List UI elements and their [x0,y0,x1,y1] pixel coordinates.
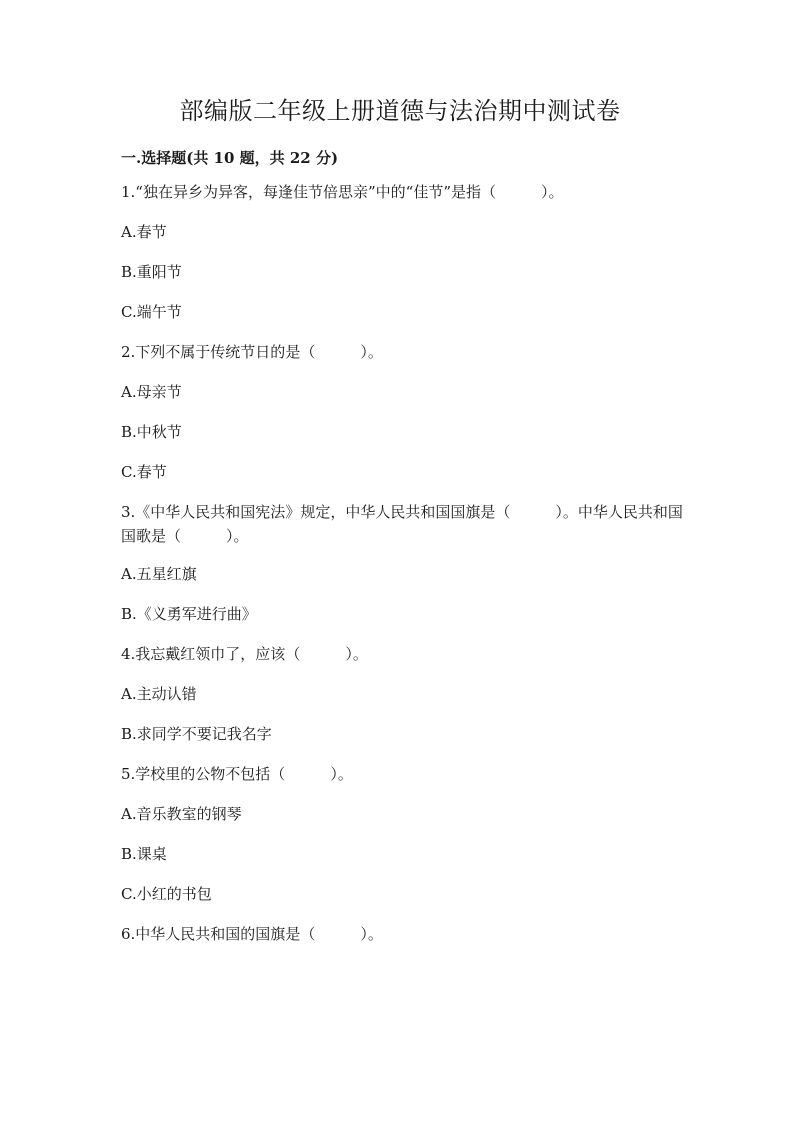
question-4 [121,642,686,746]
question-1 [121,180,686,324]
question-text: 3.《中华人民共和国宪法》规定，中华人民共和国国旗是（ ）。中华人民共和国国歌是（ ）。 [121,503,683,545]
option-c: C.春节 [121,463,167,481]
question-text: 6.中华人民共和国的国旗是（ ）。 [121,925,383,943]
option-b: B.《义勇军进行曲》 [121,605,257,623]
question-6 [121,922,686,946]
option-a: A.五星红旗 [121,565,197,583]
question-5 [121,762,686,906]
option-a: A.春节 [121,223,167,241]
section-heading: 一.选择题(共 10 题，共 22 分) [121,149,339,167]
option-a: A.音乐教室的钢琴 [121,805,242,823]
option-c: C.小红的书包 [121,885,212,903]
option-c: C.端午节 [121,303,182,321]
option-b: B.求同学不要记我名字 [121,725,272,743]
question-3 [121,500,686,626]
question-2 [121,340,686,484]
question-text: 4.我忘戴红领巾了，应该（ ）。 [121,645,368,663]
document-title: 部编版二年级上册道德与法治期中测试卷 [179,97,621,125]
option-b: B.中秋节 [121,423,182,441]
option-a: A.母亲节 [121,383,182,401]
question-text: 5.学校里的公物不包括（ ）。 [121,765,353,783]
option-b: B.课桌 [121,845,167,863]
question-text: 1.“独在异乡为异客，每逢佳节倍思亲”中的“佳节”是指（ ）。 [121,183,564,201]
document-content [121,140,686,962]
option-a: A.主动认错 [121,685,197,703]
question-text: 2.下列不属于传统节日的是（ ）。 [121,343,383,361]
option-b: B.重阳节 [121,263,182,281]
